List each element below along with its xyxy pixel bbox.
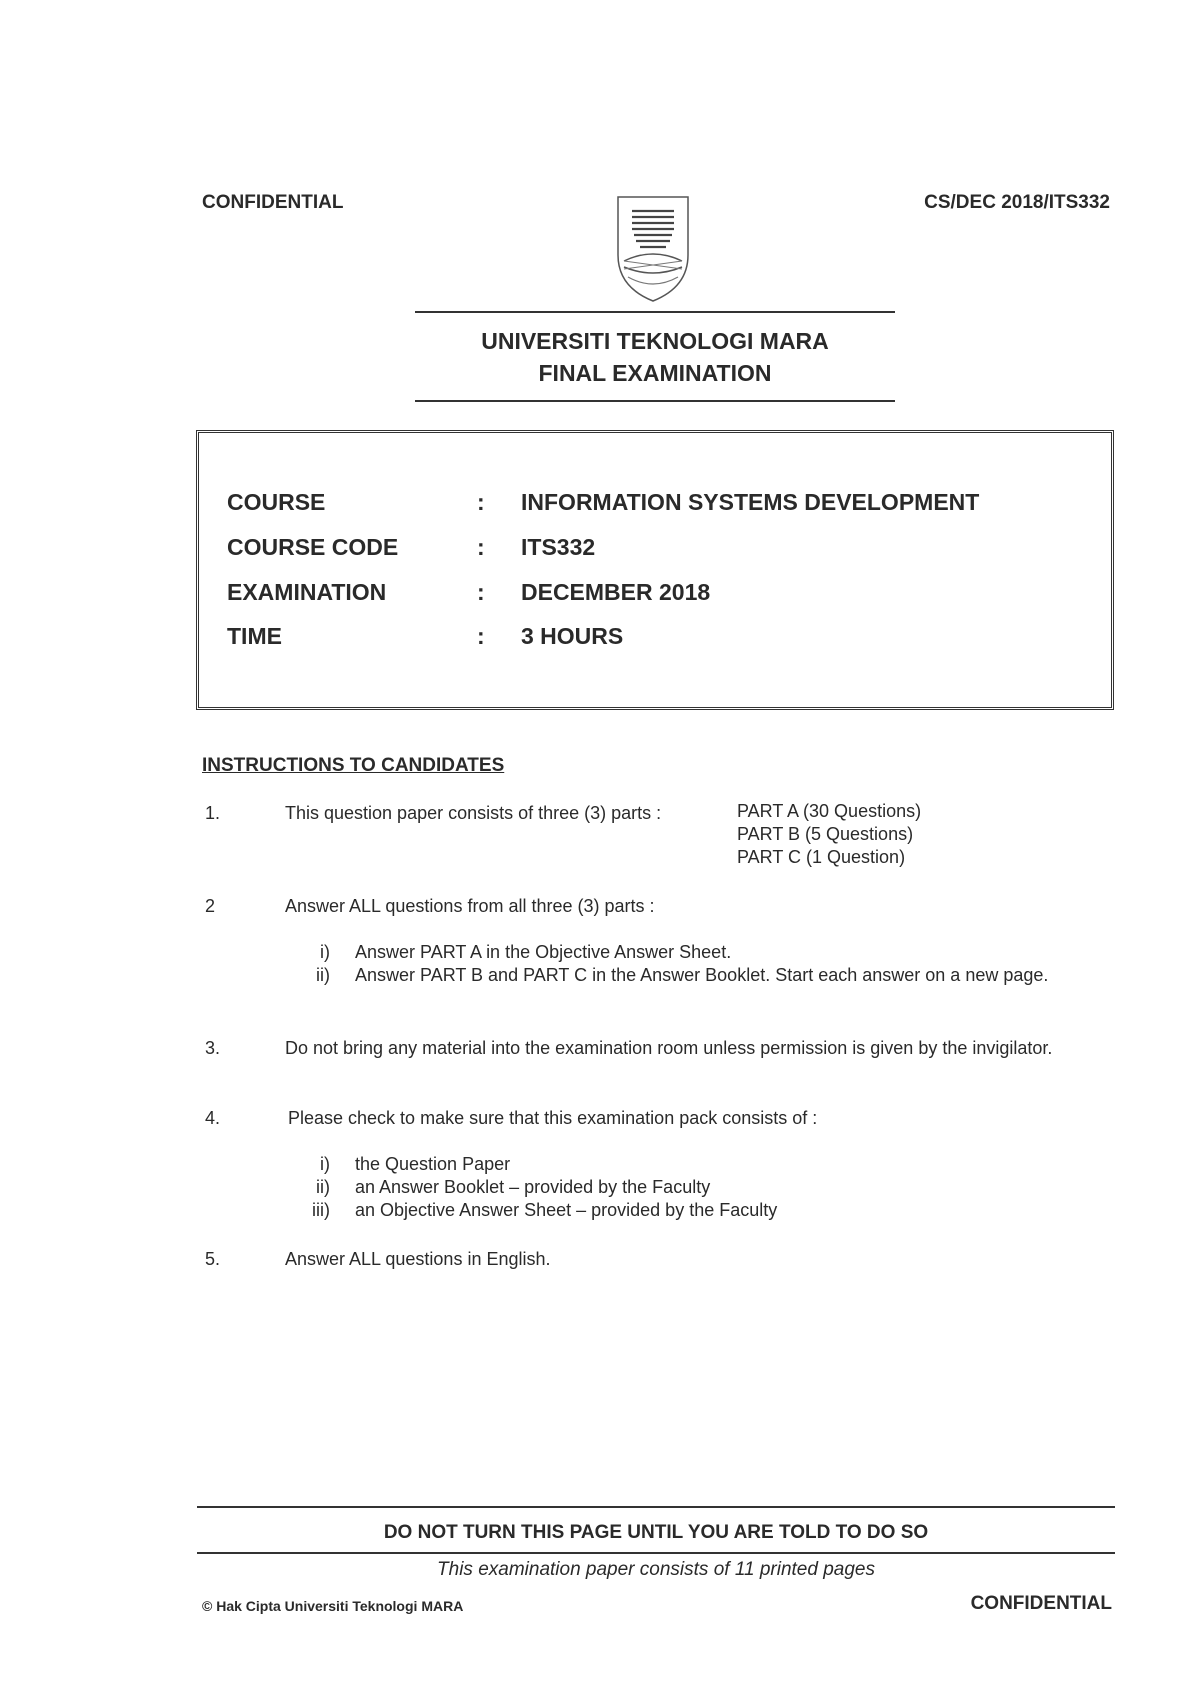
instruction-number: 4. — [205, 1108, 221, 1128]
title-bottom-rule — [415, 400, 895, 402]
sub-item-marker: iii) — [312, 1200, 330, 1220]
footer-confidential: CONFIDENTIAL — [970, 1593, 1112, 1614]
part-entry: PART A (30 Questions) — [737, 801, 922, 821]
part-entry: PART B (5 Questions) — [737, 824, 914, 844]
sub-item-marker: i) — [320, 942, 330, 962]
info-colon: : — [477, 534, 485, 560]
university-name: UNIVERSITI TEKNOLOGI MARA — [481, 328, 829, 354]
sub-item-text: Answer PART A in the Objective Answer Sheet. — [355, 942, 732, 962]
instruction-number: 1. — [205, 803, 221, 823]
sub-item-text: the Question Paper — [355, 1154, 511, 1174]
instruction-text: This question paper consists of three (3) parts : — [285, 803, 662, 823]
instruction-text: Answer ALL questions from all three (3) parts : — [285, 896, 655, 916]
sub-item-text: an Answer Booklet – provided by the Faculty — [355, 1177, 711, 1197]
instruction-number: 3. — [205, 1038, 221, 1058]
footer-top-rule — [197, 1506, 1115, 1508]
instruction-number: 5. — [205, 1249, 221, 1269]
instruction-text: Do not bring any material into the examination room unless permission is given by the invigilator. — [285, 1038, 1053, 1058]
info-label: COURSE — [227, 489, 326, 515]
exam-type: FINAL EXAMINATION — [538, 360, 772, 386]
sub-item-marker: ii) — [316, 965, 330, 985]
header-paper-code: CS/DEC 2018/ITS332 — [924, 192, 1110, 213]
part-entry: PART C (1 Question) — [737, 847, 906, 867]
info-value: 3 HOURS — [521, 623, 624, 649]
instruction-text: Answer ALL questions in English. — [285, 1249, 551, 1269]
university-crest-icon — [612, 195, 694, 303]
instruction-text: Please check to make sure that this examination pack consists of : — [288, 1108, 818, 1128]
course-info-box — [196, 430, 1114, 710]
instructions-title: INSTRUCTIONS TO CANDIDATES — [202, 755, 505, 776]
info-colon: : — [477, 623, 485, 649]
info-colon: : — [477, 489, 485, 515]
info-value: ITS332 — [521, 534, 596, 560]
sub-item-marker: ii) — [316, 1177, 330, 1197]
page-count-note: This examination paper consists of 11 printed pages — [437, 1559, 875, 1580]
copyright-notice: © Hak Cipta Universiti Teknologi MARA — [202, 1598, 464, 1614]
info-label: COURSE CODE — [227, 534, 399, 560]
info-label: TIME — [227, 623, 282, 649]
info-label: EXAMINATION — [227, 579, 387, 605]
do-not-turn-notice: DO NOT TURN THIS PAGE UNTIL YOU ARE TOLD TO DO SO — [383, 1522, 929, 1543]
sub-item-text: Answer PART B and PART C in the Answer Booklet. Start each answer on a new page. — [355, 965, 1049, 985]
info-value: DECEMBER 2018 — [521, 579, 711, 605]
instruction-number: 2 — [205, 896, 216, 916]
sub-item-text: an Objective Answer Sheet – provided by the Faculty — [355, 1200, 778, 1220]
info-value: INFORMATION SYSTEMS DEVELOPMENT — [521, 489, 980, 515]
info-colon: : — [477, 579, 485, 605]
sub-item-marker: i) — [320, 1154, 330, 1174]
footer-bottom-rule — [197, 1552, 1115, 1554]
header-confidential: CONFIDENTIAL — [202, 192, 344, 213]
title-top-rule — [415, 311, 895, 313]
